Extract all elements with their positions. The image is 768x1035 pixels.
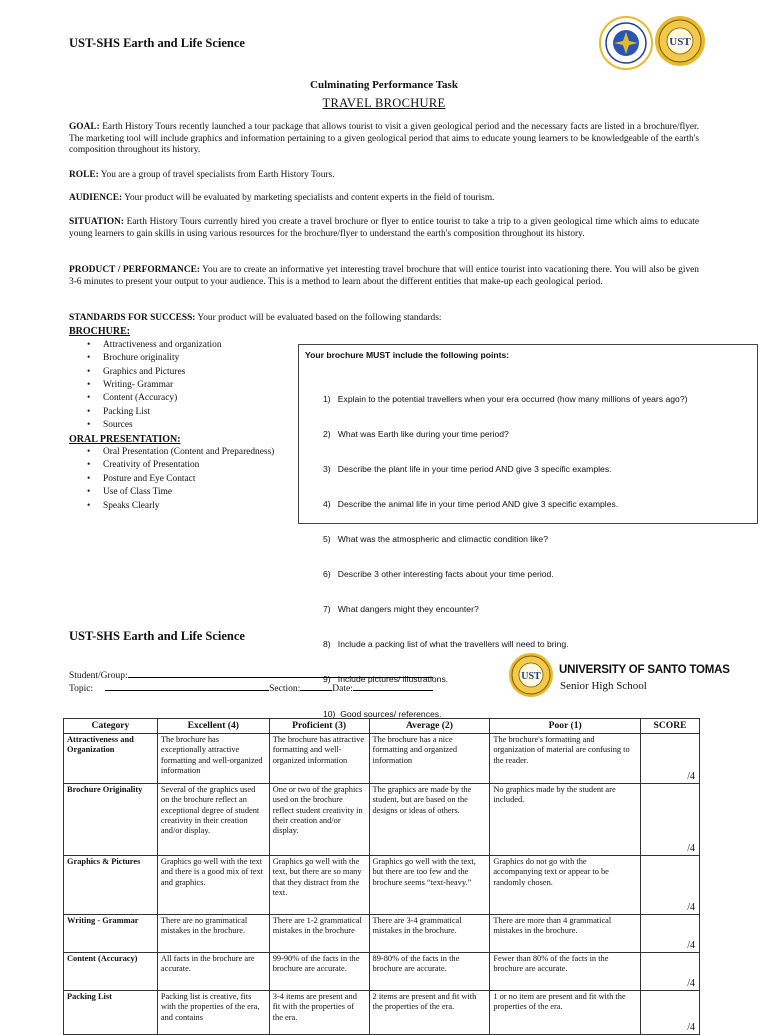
svg-text:UST: UST	[521, 671, 541, 682]
shs-seal-logo	[599, 16, 653, 70]
situation-label: SITUATION:	[69, 217, 125, 227]
svg-text:UST: UST	[669, 36, 691, 48]
table-cell: 99-90% of the facts in the brochure are accurate.	[269, 953, 369, 991]
table-header-row	[64, 719, 700, 734]
column-header: Excellent (4)	[157, 719, 269, 734]
ust-emblem-icon	[510, 654, 552, 696]
brochure-heading: BROCHURE:	[69, 326, 131, 338]
section-label: Section:	[269, 684, 301, 694]
score-cell: /4	[641, 915, 700, 953]
list-item: • Graphics and Pictures	[103, 366, 709, 379]
table-cell: The brochure has a nice formatting and organized information	[369, 734, 490, 784]
product-text: You are to create an informative yet interesting travel brochure that will entice tourist into vacationing there. You will also be given 3-6 minutes to present your output to your audience. This is a method to learn about the different entities that make-up each geological period.	[69, 265, 699, 287]
table-cell: There are more than 4 grammatical mistakes in the brochure.	[490, 915, 641, 953]
table-row	[64, 856, 700, 915]
list-item: 3) Describe the plant life in your time period AND give 3 specific examples.	[323, 464, 612, 474]
page2-header: UST-SHS Earth and Life Science	[69, 629, 245, 643]
list-item: 10) Good sources/ references.	[323, 709, 442, 719]
list-item: • Packing List	[103, 406, 709, 419]
category-cell: Brochure Originality	[64, 784, 158, 856]
table-cell: There are no grammatical mistakes in the brochure.	[157, 915, 269, 953]
table-cell: Several of the graphics used on the brochure reflect an exceptional degree of student creativity in their creation and/or display.	[157, 784, 269, 856]
school-name: Senior High School	[560, 680, 647, 692]
table-cell: One or two of the graphics used on the brochure reflect student creativity in their creation and/or display.	[269, 784, 369, 856]
table-row	[64, 953, 700, 991]
table-cell: There are 1-2 grammatical mistakes in the brochure	[269, 915, 369, 953]
list-item: 5) What was the atmospheric and climactic condition like?	[323, 534, 548, 544]
table-cell: Graphics go well with the text, but there are too few and the brochure seems “text-heavy.”	[369, 856, 490, 915]
product-paragraph	[69, 265, 699, 288]
list-item: • Creativity of Presentation	[103, 459, 709, 472]
role-label: ROLE:	[69, 170, 99, 180]
student-field	[69, 668, 433, 681]
section-blank	[300, 681, 332, 691]
rubric-table	[63, 718, 700, 1035]
table-cell: No graphics made by the student are included.	[490, 784, 641, 856]
list-item: 9) Include pictures/ illustrations.	[323, 674, 449, 684]
ust-emblem-icon	[657, 18, 703, 64]
category-cell: Writing - Grammar	[64, 915, 158, 953]
oral-heading: ORAL PRESENTATION:	[69, 433, 181, 445]
list-item: 4) Describe the animal life in your time period AND give 3 specific examples.	[323, 499, 619, 509]
list-item: • Use of Class Time	[103, 486, 709, 499]
table-cell: The brochure has attractive formatting and well-organized information	[269, 734, 369, 784]
student-label: Student/Group:	[69, 671, 128, 681]
table-cell: Packing list is creative, fits with the properties of the era, and contains	[157, 991, 269, 1035]
table-row	[64, 915, 700, 953]
list-item: • Sources	[103, 419, 709, 432]
list-item: • Speaks Clearly	[103, 500, 709, 513]
list-item: 7) What dangers might they encounter?	[323, 604, 479, 614]
list-item: • Content (Accuracy)	[103, 392, 709, 405]
table-cell: The graphics are made by the student, but are based on the designs or ideas of others.	[369, 784, 490, 856]
column-header: Poor (1)	[490, 719, 641, 734]
list-item: 2) What was Earth like during your time period?	[323, 429, 509, 439]
goal-text: Earth History Tours recently launched a tour package that allows tourist to visit a given geological period and the necessary facts are listed in a brochure/flyer. The marketing tool will include graphics and information pertaining to a given geological period that aims to educate young learners to be knowledgeable of the earth's composition throughout its history.	[69, 122, 699, 156]
ust-logo	[509, 653, 553, 697]
table-cell: The brochure's formatting and organization of material are confusing to the reader.	[490, 734, 641, 784]
column-header: Average (2)	[369, 719, 490, 734]
table-cell: 2 items are present and fit with the properties of the era.	[369, 991, 490, 1035]
table-cell: The brochure has exceptionally attractive formatting and well-organized information	[157, 734, 269, 784]
product-label: PRODUCT / PERFORMANCE:	[69, 265, 200, 275]
standards-text: Your product will be evaluated based on the following standards:	[195, 313, 442, 323]
score-cell: /4	[641, 953, 700, 991]
column-header: Proficient (3)	[269, 719, 369, 734]
audience-paragraph	[69, 193, 699, 205]
topic-blank	[105, 681, 269, 691]
list-item: • Oral Presentation (Content and Preparedness)	[103, 446, 709, 459]
score-cell: /4	[641, 991, 700, 1035]
situation-paragraph	[69, 217, 699, 240]
list-item: 8) Include a packing list of what the travellers will need to bring.	[323, 639, 569, 649]
score-cell: /4	[641, 856, 700, 915]
table-row	[64, 991, 700, 1035]
list-item: 1) Explain to the potential travellers when your era occurred (how many millions of years ago?)	[323, 394, 688, 404]
seal-emblem-icon	[604, 21, 648, 65]
score-cell: /4	[641, 784, 700, 856]
role-paragraph	[69, 170, 699, 182]
list-item: • Writing- Grammar	[103, 379, 709, 392]
topic-field	[69, 681, 433, 694]
category-cell: Packing List	[64, 991, 158, 1035]
table-row	[64, 784, 700, 856]
audience-text: Your product will be evaluated by marketing specialists and content experts in the field of tourism.	[122, 193, 495, 203]
list-item: • Posture and Eye Contact	[103, 473, 709, 486]
table-cell: 89-80% of the facts in the brochure are accurate.	[369, 953, 490, 991]
list-item: 6) Describe 3 other interesting facts about your time period.	[323, 569, 554, 579]
table-row	[64, 734, 700, 784]
column-header: Category	[64, 719, 158, 734]
standards-label: STANDARDS FOR SUCCESS:	[69, 313, 196, 323]
table-cell: Fewer than 80% of the facts in the brochure are accurate.	[490, 953, 641, 991]
requirements-heading: Your brochure MUST include the following points:	[305, 350, 510, 360]
table-cell: 1 or no item are present and fit with the properties of the era.	[490, 991, 641, 1035]
task-subtitle: TRAVEL BROCHURE	[322, 96, 446, 110]
goal-label: GOAL:	[69, 122, 100, 132]
table-cell: All facts in the brochure are accurate.	[157, 953, 269, 991]
goal-paragraph	[69, 122, 699, 157]
role-text: You are a group of travel specialists from Earth History Tours.	[98, 170, 335, 180]
page-header: UST-SHS Earth and Life Science	[69, 36, 245, 50]
audience-label: AUDIENCE:	[69, 193, 123, 203]
table-cell: Graphics go well with the text, but there are so many that they distract from the text.	[269, 856, 369, 915]
task-title: Culminating Performance Task	[310, 79, 458, 91]
date-label: Date:	[332, 684, 353, 694]
date-blank	[353, 681, 433, 691]
situation-text: Earth History Tours currently hired you create a travel brochure or flyer to entice tourist to take a trip to a given geological time which aims to educate young learners to gain skills in using various resources for the brochure/flyer to understand the earth's composition throughout its history.	[69, 217, 699, 239]
table-cell: 3-4 items are present and fit with the properties of the era.	[269, 991, 369, 1035]
table-cell: Graphics do not go with the accompanying text or appear to be randomly chosen.	[490, 856, 641, 915]
score-cell: /4	[641, 734, 700, 784]
category-cell: Attractiveness and Organization	[64, 734, 158, 784]
student-blank	[128, 668, 433, 678]
standards-line	[69, 312, 709, 325]
column-header: SCORE	[641, 719, 700, 734]
table-cell: There are 3-4 grammatical mistakes in the brochure.	[369, 915, 490, 953]
table-cell: Graphics go well with the text and there is a good mix of text and graphics.	[157, 856, 269, 915]
topic-label: Topic:	[69, 684, 94, 694]
category-cell: Graphics & Pictures	[64, 856, 158, 915]
list-item: • Attractiveness and organization	[103, 339, 709, 352]
category-cell: Content (Accuracy)	[64, 953, 158, 991]
ust-seal-logo	[655, 16, 705, 66]
university-name: UNIVERSITY OF SANTO TOMAS	[559, 664, 730, 676]
list-item: • Brochure originality	[103, 352, 709, 365]
